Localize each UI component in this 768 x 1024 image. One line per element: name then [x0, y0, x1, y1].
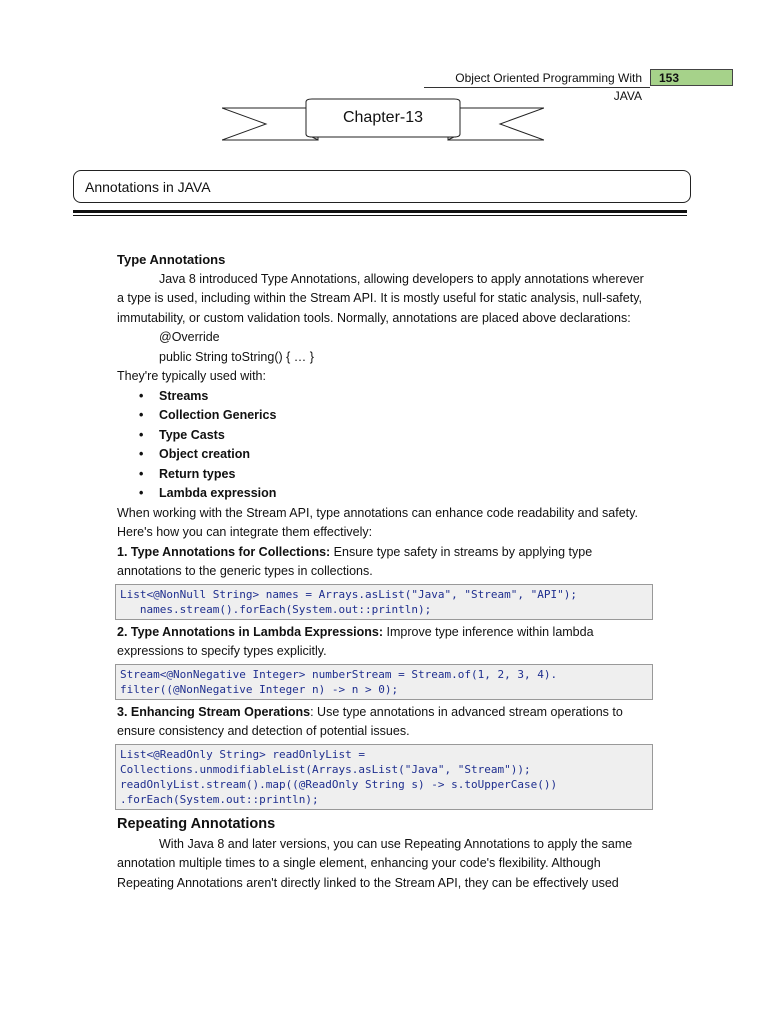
repeating-annotations-heading: Repeating Annotations [117, 815, 276, 832]
list-item: • Object creation [159, 445, 651, 465]
book-title: Object Oriented Programming With JAVA [455, 71, 642, 103]
used-with-text: They're typically used with: [117, 369, 266, 383]
point-2-title: 2. Type Annotations in Lambda Expressions: [117, 624, 384, 639]
code-block-2: Stream<@NonNegative Integer> numberStream = Stream.of(1, 2, 3, 4). filter((@NonNegative Integer n) -> n > 0); [115, 664, 653, 700]
point-1-text: Ensure type safety in streams by applying type annotations to the generic types in collections. [117, 544, 593, 578]
point-1 [117, 543, 651, 582]
code-block-3: List<@ReadOnly String> readOnlyList = Collections.unmodifiableList(Arrays.asList("Java", "Stream")); readOnlyList.stream().map((@ReadOnly String s) -> s.toUpperCase()) .forEach(System.out::println); [115, 744, 653, 810]
list-item: • Return types [159, 465, 651, 485]
intro-paragraph: Java 8 introduced Type Annotations, allowing developers to apply annotations wherever a type is used, including within the Stream API. It is mostly useful for static analysis, null-safety, immutability, or custom validation tools. Normally, annotations are placed above declarations: [117, 271, 644, 325]
point-3-text: : Use type annotations in advanced stream operations to ensure consistency and detection of potential issues. [117, 704, 623, 738]
point-2 [117, 623, 651, 662]
page-number: 153 [650, 69, 733, 86]
example-line-2: public String toString() { … } [159, 349, 314, 364]
example-line-1: @Override [159, 330, 220, 344]
list-item: • Streams [159, 387, 651, 407]
section-title: Annotations in JAVA [85, 179, 211, 195]
point-2-text: Improve type inference within lambda expressions to specify types explicitly. [117, 624, 594, 658]
point-1-title: 1. Type Annotations for Collections: [117, 544, 331, 559]
section-divider-thin [73, 215, 687, 216]
section-divider-thick [73, 210, 687, 213]
list-item: • Lambda expression [159, 484, 651, 504]
list-item: • Type Casts [159, 426, 651, 446]
body-content [117, 250, 651, 893]
section-title-box [73, 170, 691, 203]
stream-paragraph: When working with the Stream API, type annotations can enhance code readability and safety. Here's how you can integrate them effectively: [117, 505, 638, 539]
type-annotations-heading: Type Annotations [117, 252, 226, 267]
chapter-label: Chapter-13 [342, 109, 424, 126]
list-item: • Collection Generics [159, 406, 651, 426]
point-3-title: 3. Enhancing Stream Operations [117, 704, 311, 719]
repeating-paragraph: With Java 8 and later versions, you can use Repeating Annotations to apply the same annotation multiple times to a single element, enhancing your code's flexibility. Although Repeating Annotations aren't directly linked to the Stream API, they can be effectively used [117, 836, 633, 890]
code-block-1: List<@NonNull String> names = Arrays.asList("Java", "Stream", "API"); names.stream().forEach(System.out::println); [115, 584, 653, 620]
header-underline [424, 87, 650, 88]
usage-list [117, 387, 651, 504]
point-3 [117, 703, 651, 742]
